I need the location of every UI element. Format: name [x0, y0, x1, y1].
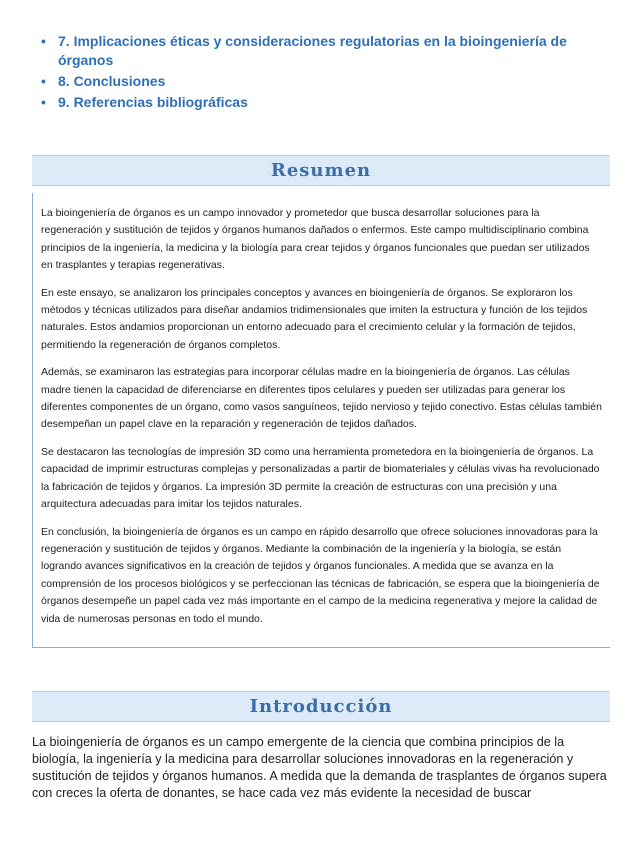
toc-item-referencias[interactable] — [40, 93, 610, 112]
abstract-paragraph: Además, se examinaron las estrategias para incorporar células madre en la bioingeniería de órganos. Las células madre tienen la capacidad de diferenciarse en diferentes tipos celulares y pueden ser utilizadas para generar los diferentes componentes de un órgano, como vasos sanguíneos, tejido nervioso y tejido conectivo. Estas células también desempeñan un papel clave en la reparación y regeneración de tejidos dañados. — [41, 366, 602, 431]
abstract-paragraph: En este ensayo, se analizaron los principales conceptos y avances en bioingeniería de órganos. Se exploraron los métodos y técnicas utilizados para diseñar andamios tridimensionales que imiten la estructura y función de los tejidos naturales. Estos andamios proporcionan un entorno adecuado para el crecimiento celular y la formación de tejidos, permitiendo la regeneración de órganos completos. — [41, 286, 588, 351]
abstract-box — [32, 193, 610, 648]
bullet-icon: • — [41, 73, 46, 89]
toc-item-conclusiones[interactable] — [40, 72, 610, 91]
resumen-heading: Resumen — [32, 155, 610, 186]
bullet-icon: • — [41, 94, 46, 110]
abstract-paragraph: La bioingeniería de órganos es un campo innovador y prometedor que busca desarrollar soluciones para la regeneración y sustitución de tejidos y órganos humanos dañados o enfermos. Este campo multidisciplinario combina principios de la ingeniería, la medicina y la biología para crear tejidos y órganos funcionales que puedan ser utilizados en trasplantes y terapias regenerativas. — [41, 207, 590, 272]
toc-item-label[interactable]: 7. Implicaciones éticas y consideraciones regulatorias en la bioingeniería de órganos — [58, 33, 567, 68]
bullet-icon: • — [41, 33, 46, 49]
table-of-contents — [40, 32, 610, 114]
introduccion-heading: Introducción — [32, 691, 610, 722]
toc-item-label[interactable]: 9. Referencias bibliográficas — [58, 94, 248, 110]
abstract-paragraph: En conclusión, la bioingeniería de órganos es un campo en rápido desarrollo que ofrece soluciones innovadoras para la regeneración y sustitución de tejidos y órganos. Mediante la combinación de la ingeniería y la biología, se están logrando avances significativos en la creación de tejidos y órganos funcionales. A medida que se avanza en la comprensión de los procesos biológicos y se perfeccionan las técnicas de fabricación, se espera que la bioingeniería de órganos desempeñe un papel cada vez más importante en el campo de la medicina regenerativa y mejore la calidad de vida de numerosas personas en todo el mundo. — [41, 525, 600, 625]
toc-item-implicaciones[interactable] — [40, 32, 610, 70]
toc-item-label[interactable]: 8. Conclusiones — [58, 73, 166, 89]
introduccion-paragraph: La bioingeniería de órganos es un campo emergente de la ciencia que combina principios de la biología, la ingeniería y la medicina para desarrollar soluciones innovadoras en la regeneración y sustitución de tejidos y órganos humanos. A medida que la demanda de trasplantes de órganos supera con creces la oferta de donantes, se hace cada vez más evidente la necesidad de buscar — [32, 735, 607, 800]
abstract-paragraph: Se destacaron las tecnologías de impresión 3D como una herramienta prometedora en la bioingeniería de órganos. La capacidad de imprimir estructuras complejas y personalizadas a partir de biomateriales y células vivas ha revolucionado la fabricación de tejidos y órganos. La impresión 3D permite la creación de estructuras con una precisión y una arquitectura adecuadas para imitar los tejidos naturales. — [41, 445, 600, 511]
